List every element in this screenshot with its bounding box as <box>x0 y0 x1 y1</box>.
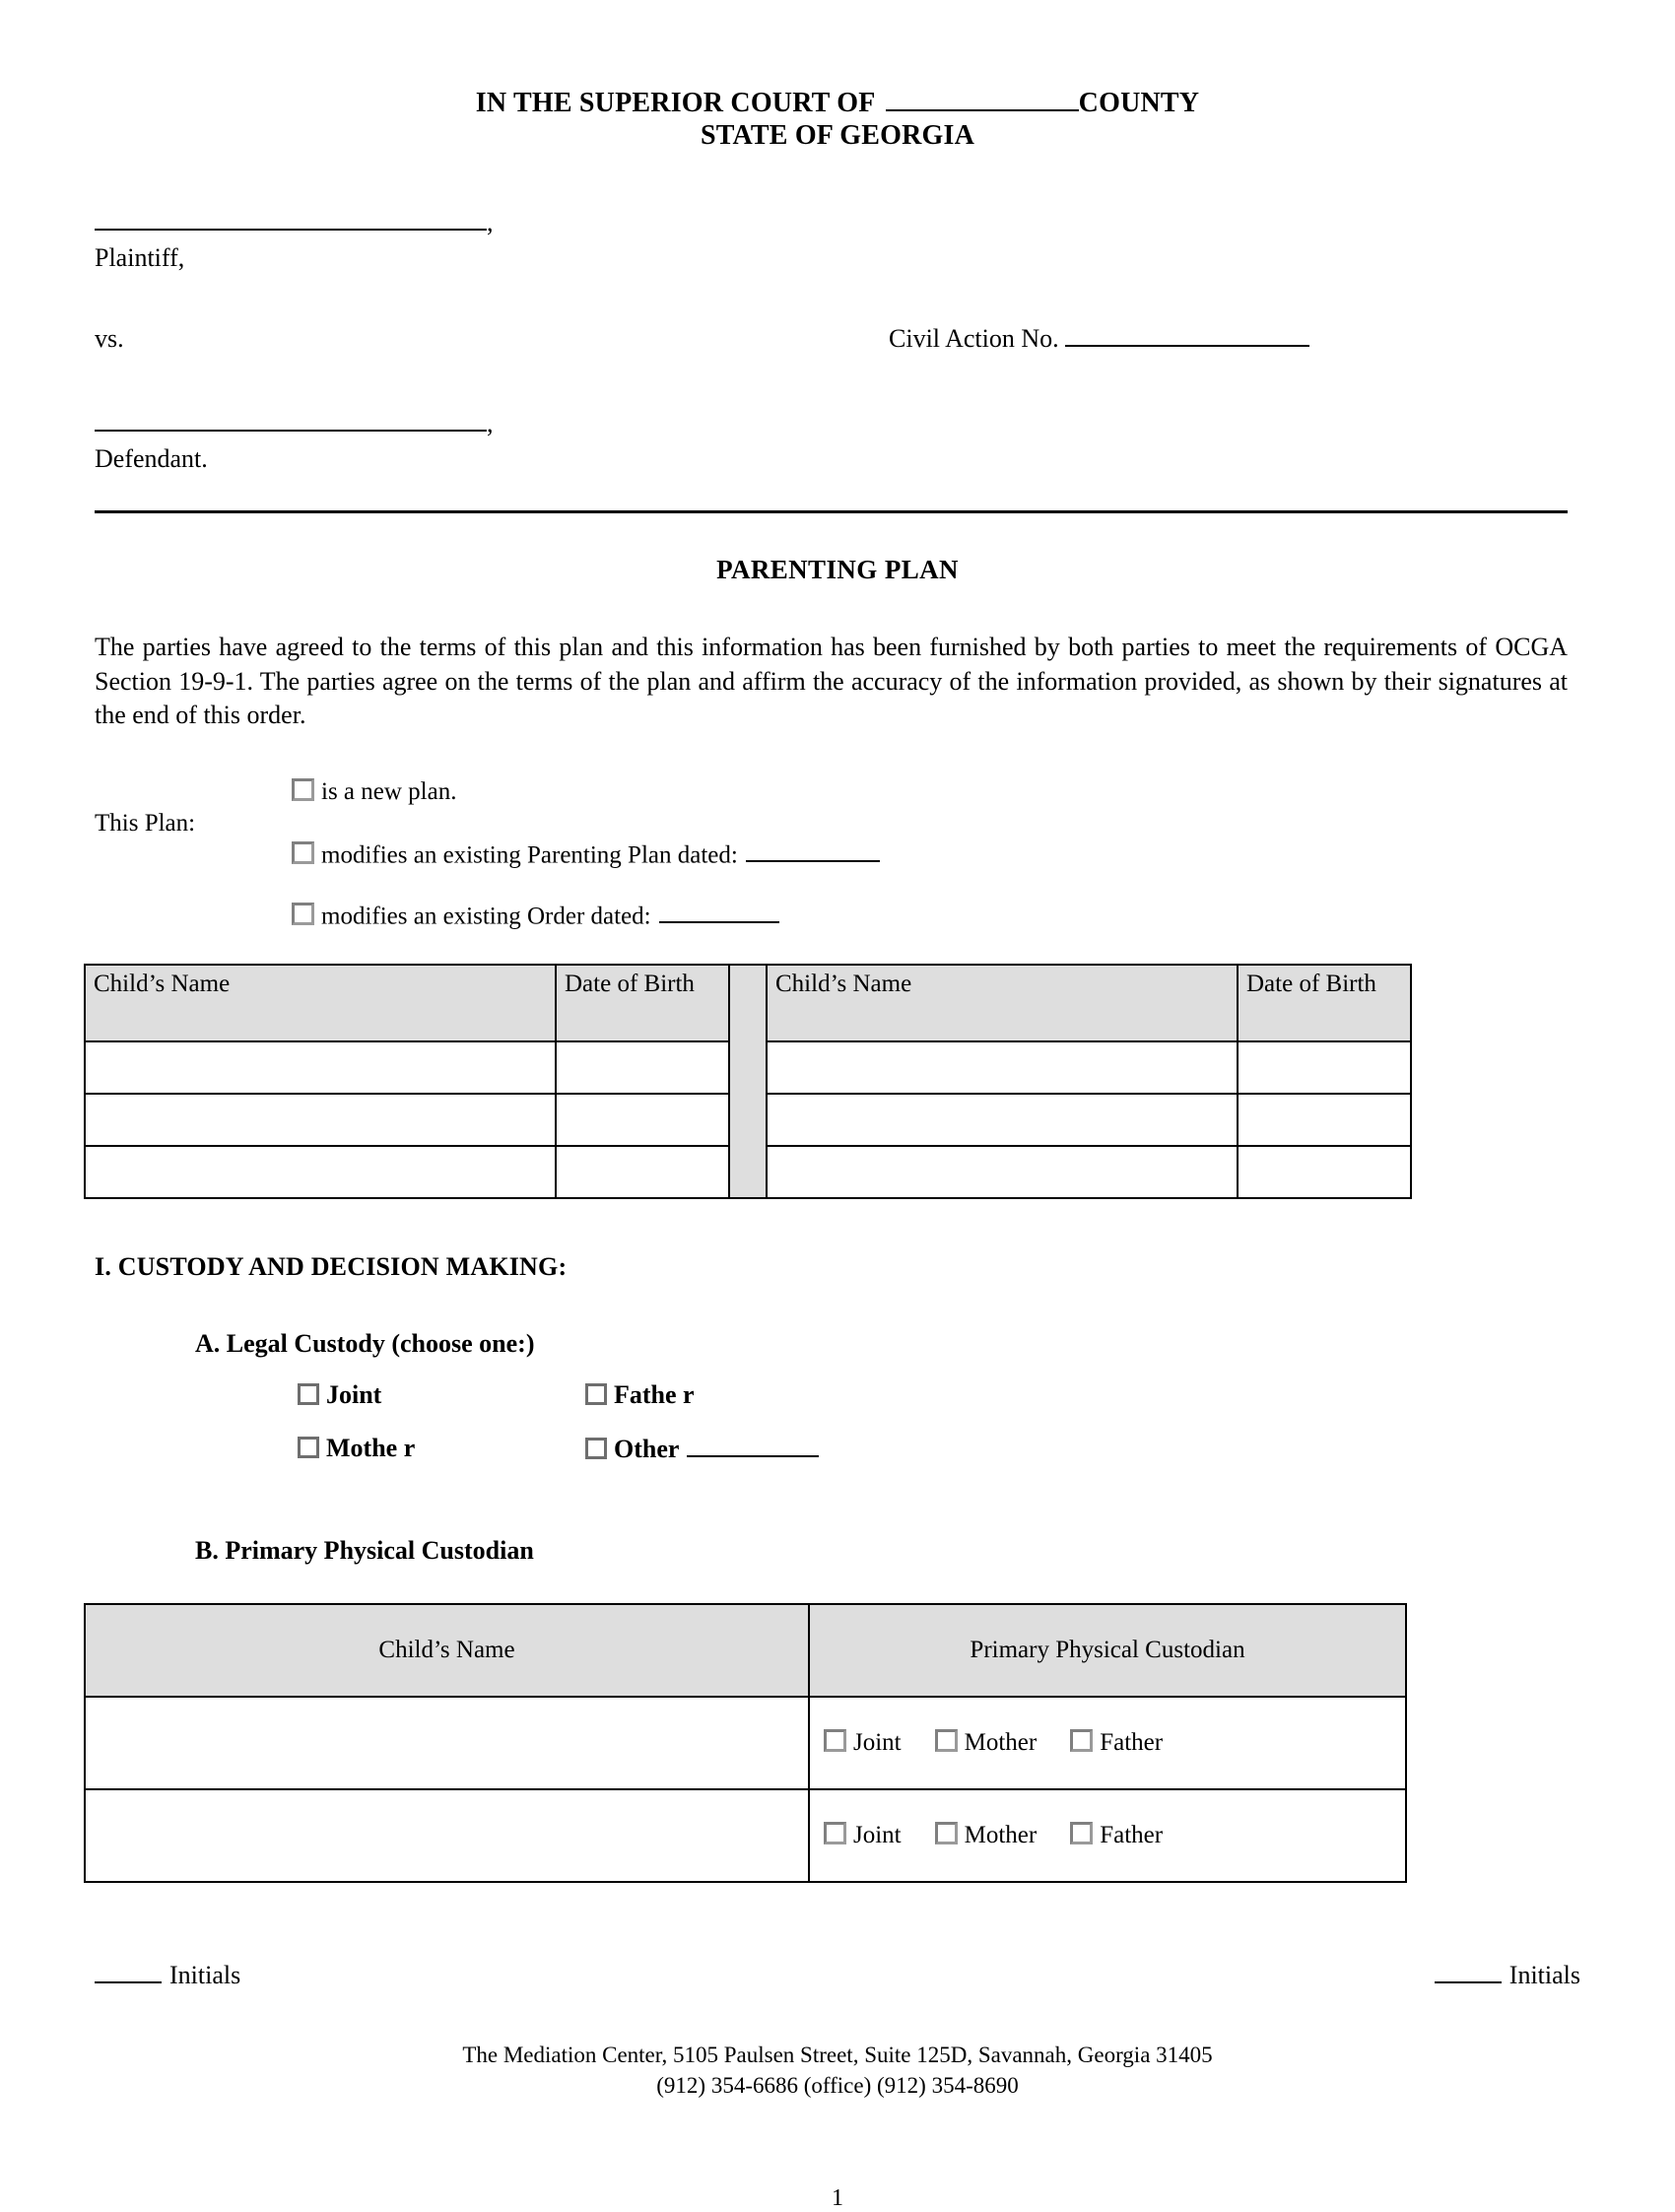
civil-action-number-field[interactable] <box>1065 323 1309 347</box>
checkbox-icon[interactable] <box>292 778 314 801</box>
plaintiff-name-field[interactable] <box>95 207 487 231</box>
children-table <box>84 964 1412 1199</box>
custodian-option-mother[interactable] <box>935 1822 1038 1849</box>
header-dob-right: Date of Birth <box>1238 965 1411 1041</box>
child-name-cell[interactable] <box>767 1041 1238 1094</box>
custodian-table-wrapper <box>84 1603 1675 1883</box>
defendant-comma: , <box>487 409 494 438</box>
plaintiff-name-row <box>95 207 1580 239</box>
child-dob-cell[interactable] <box>556 1094 729 1146</box>
initials-right-field[interactable] <box>1435 1960 1502 1983</box>
court-header-prefix: IN THE SUPERIOR COURT OF <box>475 88 882 118</box>
child-name-cell[interactable] <box>85 1041 556 1094</box>
child-name-cell[interactable] <box>85 1094 556 1146</box>
plan-option-modifies-order-label: modifies an existing Order dated: <box>321 903 651 930</box>
header-child-name: Child’s Name <box>85 1604 809 1697</box>
custodian-option-joint-label: Joint <box>853 1821 902 1848</box>
header-child-name-left: Child’s Name <box>85 965 556 1041</box>
custodian-child-name-cell[interactable] <box>85 1789 809 1882</box>
caption-divider-rule <box>95 510 1568 513</box>
plan-option-new-label: is a new plan. <box>321 777 457 805</box>
custodian-option-joint[interactable] <box>824 1822 902 1849</box>
modified-plan-date-field[interactable] <box>746 839 880 862</box>
custodian-option-father-label: Father <box>1100 1728 1164 1756</box>
modified-order-date-field[interactable] <box>659 901 779 923</box>
section-i-a-heading: A. Legal Custody (choose one:) <box>195 1328 535 1358</box>
this-plan-section <box>0 777 1675 930</box>
footer-phone: (912) 354-6686 (office) (912) 354-8690 <box>656 2072 1019 2098</box>
checkbox-icon[interactable] <box>935 1822 958 1844</box>
child-dob-cell[interactable] <box>556 1041 729 1094</box>
checkbox-icon[interactable] <box>824 1729 846 1752</box>
children-table-wrapper <box>84 964 1675 1199</box>
page-number: 1 <box>832 2185 843 2212</box>
legal-custody-option-joint[interactable] <box>298 1380 381 1410</box>
case-caption <box>0 207 1675 475</box>
child-name-cell[interactable] <box>767 1094 1238 1146</box>
plaintiff-label: Plaintiff, <box>95 242 185 272</box>
custodian-child-name-cell[interactable] <box>85 1697 809 1789</box>
checkbox-icon[interactable] <box>1070 1822 1093 1844</box>
checkbox-icon[interactable] <box>585 1383 607 1405</box>
header-child-name-right: Child’s Name <box>767 965 1238 1041</box>
custodian-option-mother-label: Mother <box>964 1821 1038 1848</box>
child-dob-cell[interactable] <box>1238 1041 1411 1094</box>
checkbox-icon[interactable] <box>298 1437 319 1458</box>
defendant-name-row <box>95 408 1580 440</box>
child-name-cell[interactable] <box>767 1146 1238 1198</box>
table-header-row <box>85 1604 1406 1697</box>
custodian-option-father-label: Father <box>1100 1821 1164 1848</box>
checkbox-icon[interactable] <box>1070 1729 1093 1752</box>
page-title: PARENTING PLAN <box>716 555 959 585</box>
vs-row <box>95 323 1580 357</box>
plan-option-new[interactable] <box>292 778 456 806</box>
child-dob-cell[interactable] <box>1238 1146 1411 1198</box>
plan-option-modifies-order[interactable] <box>292 901 779 930</box>
civil-action-label: Civil Action No. <box>889 324 1059 354</box>
custodian-option-father[interactable] <box>1070 1729 1163 1757</box>
child-dob-cell[interactable] <box>556 1146 729 1198</box>
legal-custody-father-label: Fathe r <box>614 1379 695 1409</box>
custodian-option-mother-label: Mother <box>964 1728 1038 1756</box>
initials-left-field[interactable] <box>95 1960 162 1983</box>
civil-action-row <box>889 323 1309 356</box>
legal-custody-option-other[interactable] <box>585 1434 819 1464</box>
footer-contact <box>0 2041 1675 2101</box>
legal-custody-option-father[interactable] <box>585 1380 695 1410</box>
court-header-suffix: COUNTY <box>1078 88 1200 118</box>
checkbox-icon[interactable] <box>292 841 314 864</box>
section-i-b-heading: B. Primary Physical Custodian <box>195 1535 534 1565</box>
custodian-option-father[interactable] <box>1070 1822 1163 1849</box>
checkbox-icon[interactable] <box>824 1822 846 1844</box>
child-name-cell[interactable] <box>85 1146 556 1198</box>
vs-label: vs. <box>95 324 124 354</box>
initials-right[interactable] <box>1435 1960 1580 1990</box>
custodian-option-joint-label: Joint <box>853 1728 902 1756</box>
initials-left[interactable] <box>95 1960 240 1990</box>
intro-paragraph: The parties have agreed to the terms of this plan and this information has been furnished by both parties to meet the requirements of OCGA Section 19-9-1. The parties agree on the terms of the plan and affirm the accuracy of the information provided, as shown by their signatures at the end of this order. <box>95 633 1568 730</box>
initials-left-label: Initials <box>169 1961 241 1990</box>
this-plan-label: This Plan: <box>95 809 196 837</box>
checkbox-icon[interactable] <box>292 903 314 925</box>
checkbox-icon[interactable] <box>585 1438 607 1459</box>
table-row <box>85 1697 1406 1789</box>
custodian-option-joint[interactable] <box>824 1729 902 1757</box>
custodian-options-cell <box>809 1697 1406 1789</box>
footer-address: The Mediation Center, 5105 Paulsen Street, Suite 125D, Savannah, Georgia 31405 <box>462 2042 1213 2067</box>
legal-custody-joint-label: Joint <box>326 1379 382 1409</box>
section-i-heading: I. CUSTODY AND DECISION MAKING: <box>95 1251 568 1281</box>
initials-row <box>0 1960 1675 1999</box>
custodian-table <box>84 1603 1407 1883</box>
defendant-name-field[interactable] <box>95 408 487 432</box>
legal-custody-option-mother[interactable] <box>298 1434 415 1463</box>
initials-right-label: Initials <box>1508 1961 1580 1990</box>
legal-custody-options <box>0 1380 1675 1485</box>
header-primary-custodian: Primary Physical Custodian <box>809 1604 1406 1697</box>
legal-custody-mother-label: Mothe r <box>326 1433 416 1462</box>
legal-custody-other-field[interactable] <box>687 1434 819 1457</box>
court-header <box>0 0 1675 152</box>
state-line: STATE OF GEORGIA <box>700 120 975 152</box>
custodian-option-group <box>824 1729 1163 1756</box>
checkbox-icon[interactable] <box>935 1729 958 1752</box>
plan-option-modifies-plan-label: modifies an existing Parenting Plan dated: <box>321 841 738 869</box>
county-blank-field[interactable] <box>886 87 1079 111</box>
legal-custody-other-label: Other <box>614 1435 680 1464</box>
table-header-row <box>85 965 1411 1041</box>
table-row <box>85 1789 1406 1882</box>
plan-option-modifies-plan[interactable] <box>292 839 880 869</box>
checkbox-icon[interactable] <box>298 1383 319 1405</box>
custodian-option-group <box>824 1822 1163 1848</box>
defendant-label: Defendant. <box>95 443 208 473</box>
header-dob-left: Date of Birth <box>556 965 729 1041</box>
custodian-option-mother[interactable] <box>935 1729 1038 1757</box>
table-spacer-column <box>729 965 767 1198</box>
child-dob-cell[interactable] <box>1238 1094 1411 1146</box>
custodian-options-cell <box>809 1789 1406 1882</box>
plaintiff-comma: , <box>487 208 494 237</box>
